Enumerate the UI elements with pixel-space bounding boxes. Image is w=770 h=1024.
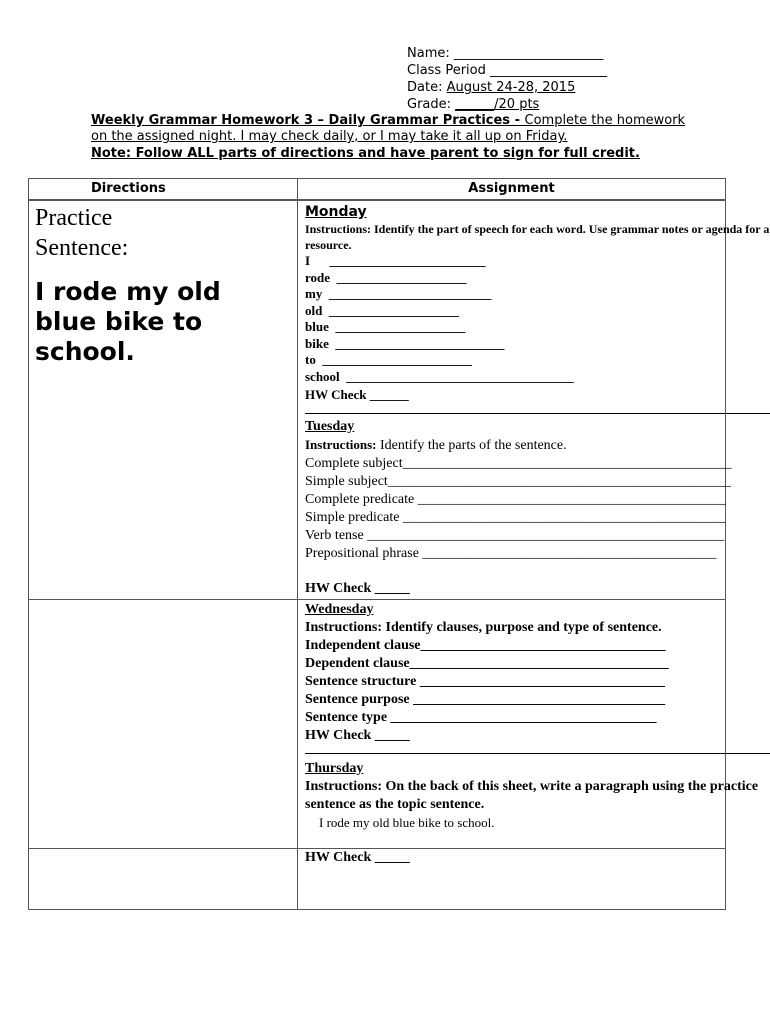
tuesday-hw-check[interactable]: HW Check _____ (305, 580, 410, 596)
monday-word-line[interactable]: my _________________________ (305, 286, 492, 301)
wednesday-item[interactable]: Independent clause___________________________________ (305, 637, 666, 653)
tuesday-item[interactable]: Simple subject_________________________________________________ (305, 473, 731, 489)
tuesday-item[interactable]: Complete predicate ____________________________________________ (305, 491, 726, 507)
tuesday-instructions (305, 436, 725, 455)
title-rest: Complete the homework on the assigned night. I may check daily, or I may take it all up on Friday. (91, 113, 686, 144)
wednesday-item[interactable]: Sentence type ______________________________________ (305, 709, 657, 725)
wednesday-instructions: Instructions: Identify clauses, purpose and type of sentence. (305, 619, 662, 635)
monday-hw-check[interactable]: HW Check ______ (305, 387, 409, 402)
assignment-header: Assignment (298, 179, 726, 201)
practice-sentence-label: Practice Sentence: (35, 205, 129, 261)
thursday-sentence: I rode my old blue bike to school. (319, 814, 495, 830)
monday-word-line[interactable]: to _______________________ (305, 352, 472, 367)
tuesday-item[interactable]: Complete subject_______________________________________________ (305, 455, 732, 471)
monday-word-line[interactable]: blue ____________________ (305, 319, 466, 334)
monday-tuesday-cell (298, 200, 770, 599)
tuesday-item[interactable]: Prepositional phrase __________________________________________ (305, 545, 717, 561)
date-value: August 24-28, 2015 (446, 80, 576, 95)
monday-instructions: Instructions: Identify the part of speech for each word. Use grammar notes or agenda for a resource. (305, 222, 770, 252)
monday-word-line[interactable]: bike __________________________ (305, 335, 505, 351)
tuesday-item[interactable]: Verb tense ___________________________________________________ (305, 527, 725, 543)
tuesday-heading: Tuesday (305, 418, 355, 434)
grade-value: ______/20 pts (455, 97, 540, 112)
practice-sentence-cell (29, 200, 298, 599)
tuesday-instructions-text: Identify the parts of the sentence. (376, 437, 567, 453)
monday-heading: Monday (305, 204, 367, 220)
monday-word-line[interactable]: I ________________________ (305, 253, 486, 268)
grade-label: Grade: (407, 97, 456, 112)
parent-note: Note: Follow ALL parts of directions and have parent to sign for full credit. (91, 146, 640, 161)
wednesday-item[interactable]: Dependent clause_____________________________________ (305, 655, 669, 671)
title-bold: Weekly Grammar Homework 3 – Daily Grammar Practices - (91, 113, 525, 128)
monday-word-line[interactable]: rode ____________________ (305, 269, 467, 285)
tuesday-instructions-label: Instructions: (305, 436, 377, 452)
date-line (407, 80, 575, 96)
monday-word-line[interactable]: school ___________________________________ (305, 368, 574, 384)
homework-title (91, 113, 691, 145)
thursday-instructions: Instructions: On the back of this sheet, write a paragraph using the practice sentence as the topic sentence. (305, 778, 759, 812)
directions-cell-empty (29, 599, 298, 848)
wednesday-item[interactable]: Sentence structure ___________________________________ (305, 673, 665, 689)
wednesday-item[interactable]: Sentence purpose ____________________________________ (305, 691, 666, 707)
practice-sentence-text: I rode my old blue bike to school. (35, 277, 221, 366)
divider-line (305, 404, 770, 414)
wednesday-heading: Wednesday (305, 601, 374, 617)
thursday-heading: Thursday (305, 760, 364, 776)
grade-line (407, 97, 539, 113)
friday-cell (298, 848, 726, 909)
date-label: Date: (407, 80, 447, 95)
name-field[interactable]: Name: _______________________ (407, 46, 604, 61)
wednesday-hw-check[interactable]: HW Check _____ (305, 727, 410, 743)
homework-table (28, 178, 770, 910)
monday-word-line[interactable]: old ____________________ (305, 302, 459, 318)
divider-line (305, 745, 770, 754)
wednesday-thursday-cell (298, 599, 759, 848)
tuesday-item[interactable]: Simple predicate ______________________________________________ (305, 509, 725, 525)
thursday-hw-check[interactable]: HW Check _____ (305, 849, 410, 865)
class-period-field[interactable]: Class Period __________________ (407, 63, 608, 78)
directions-header: Directions (29, 179, 298, 201)
directions-cell-empty (29, 848, 298, 909)
